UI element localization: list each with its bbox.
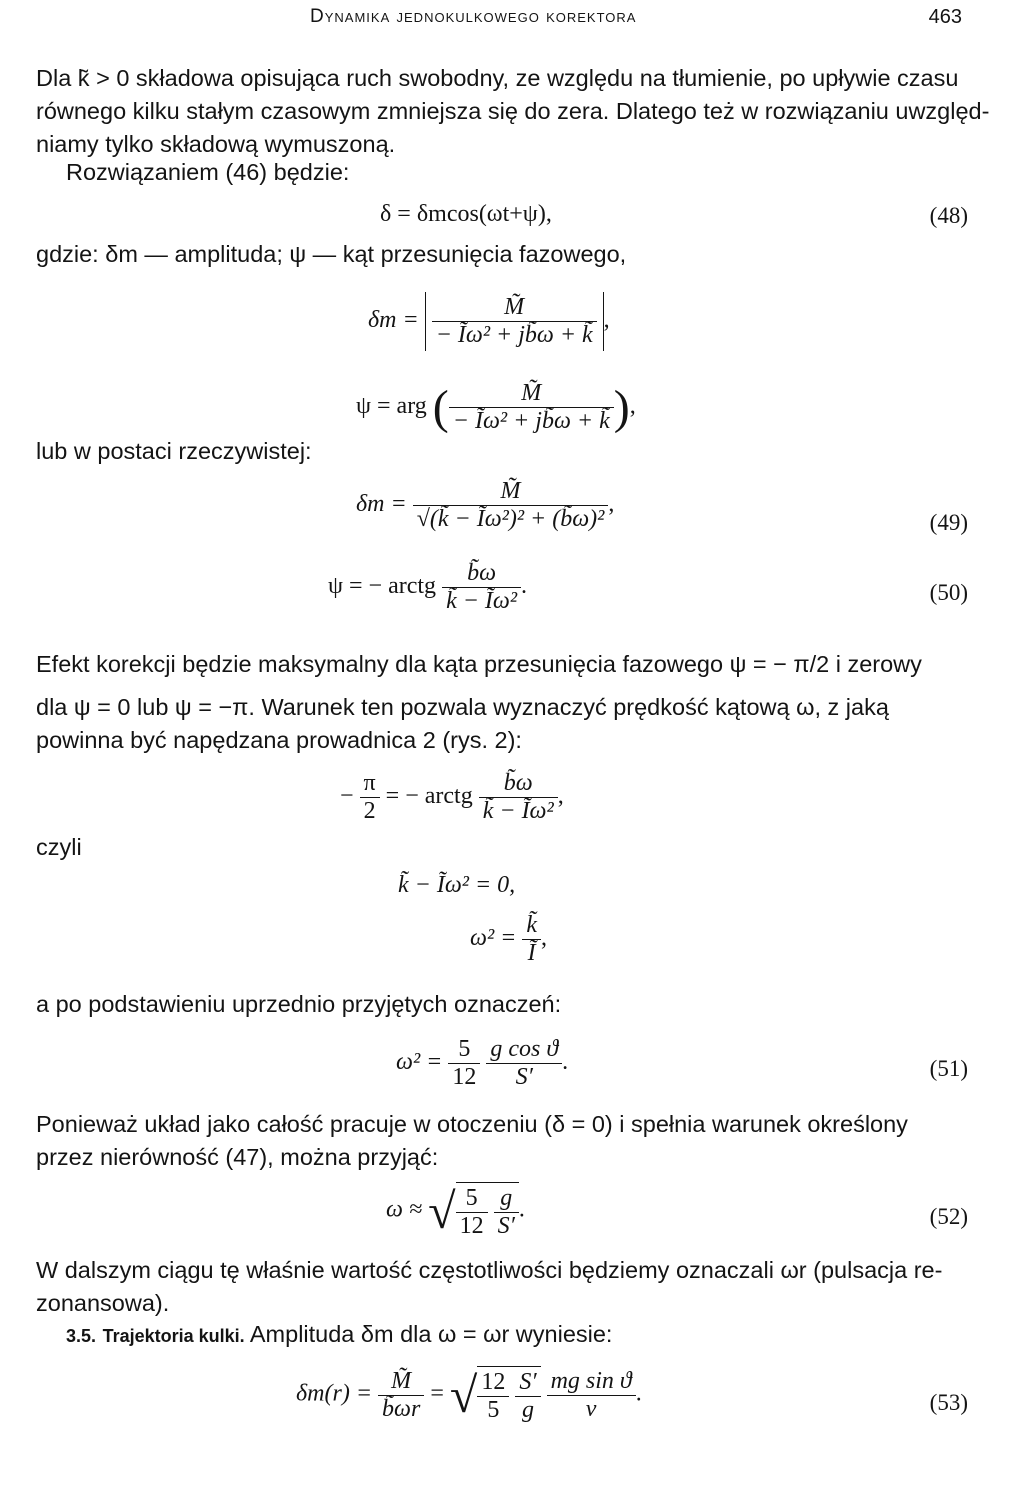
eq-tail: , [608, 491, 615, 518]
eq-tail: , [629, 393, 636, 420]
equation-48: δ = δmcos(ωt+ψ), [380, 201, 552, 227]
equation-number-50: (50) [929, 580, 968, 605]
denominator: − Ĩω² + jb̃ω + k̃ [432, 321, 597, 349]
equation-phase-condition [340, 770, 564, 825]
text-line: równego kilku stałym czasowym zmniejsza się do zera. Dlatego też w rozwiązaniu uwzględ- [36, 98, 990, 124]
page-number: 463 [928, 6, 962, 28]
left-paren: ( [432, 381, 449, 434]
running-title: Dynamika jednokulkowego korektora [310, 6, 637, 27]
fraction [494, 1185, 519, 1240]
equation-number-48: (48) [929, 203, 968, 228]
fraction [378, 1368, 424, 1423]
paragraph-free-motion [36, 62, 990, 161]
fraction [522, 912, 541, 967]
numerator: b̃ω [467, 560, 497, 586]
section-heading-line [66, 1318, 1016, 1353]
minus-sign: − [340, 783, 354, 810]
denominator: ν [547, 1395, 636, 1423]
running-header [0, 6, 1024, 34]
numerator: b̃ω [503, 770, 533, 796]
text-line: dla ψ = 0 lub ψ = −π. Warunek ten pozwala wyznaczyć prędkość kątową ω, z jaką [36, 694, 889, 720]
eq-tail: . [635, 1380, 642, 1407]
denominator: Ĩ [522, 939, 541, 967]
numerator: mg sin ϑ [550, 1367, 632, 1394]
text-line: zonansowa). [36, 1290, 170, 1316]
fraction [486, 1036, 562, 1091]
text-line: W dalszym ciągu tę właśnie wartość częstotliwości będziemy oznaczali ωr (pulsacja re- [36, 1257, 943, 1283]
eq-tail: , [603, 307, 610, 334]
right-paren: ) [613, 381, 630, 434]
denominator: S′ [486, 1063, 562, 1091]
eq-lhs: ψ = − arctg [328, 573, 437, 600]
denominator: b̃ωr [378, 1395, 424, 1423]
paragraph-resonant-pulsation [36, 1254, 986, 1320]
sqrt-sign: √ [449, 1367, 478, 1423]
real-form-label: lub w postaci rzeczywistej: [36, 438, 312, 464]
numerator: k̃ [526, 912, 537, 938]
paragraph-solution-intro: Rozwiązaniem (46) będzie: [66, 159, 350, 185]
denominator: 2 [360, 797, 380, 825]
eq-lhs: ω² = [396, 1049, 443, 1076]
text-line: Efekt korekcji będzie maksymalny dla kąta przesunięcia fazowego ψ = − π/2 i zerowy [36, 651, 922, 677]
fraction [360, 770, 380, 825]
equation-52 [386, 1182, 525, 1240]
numerator: g cos ϑ [490, 1036, 559, 1062]
section-title: Trajektoria kulki. [102, 1326, 245, 1346]
paragraph-approximation [36, 1108, 986, 1174]
equation-49 [356, 478, 614, 533]
equation-number-51: (51) [929, 1056, 968, 1081]
numerator: g [500, 1185, 513, 1211]
equation-number-49: (49) [929, 510, 968, 535]
numerator: M̃ [500, 478, 521, 504]
equation-50 [328, 560, 527, 615]
eq-lhs: ω ≈ [386, 1196, 423, 1223]
eq-lhs: δm = [368, 307, 419, 334]
denominator: k̃ − Ĩω² [442, 587, 521, 615]
numerator: 5 [458, 1036, 471, 1062]
text-line: Ponieważ układ jako całość pracuje w otoczeniu (δ = 0) i spełnia warunek określony [36, 1111, 908, 1137]
equation-omega-squared [470, 912, 547, 967]
fraction [477, 1369, 509, 1424]
denominator: k̃ − Ĩω² [479, 797, 558, 825]
sqrt-radicand [477, 1366, 540, 1424]
equation-51 [396, 1036, 568, 1091]
equation-resonance-zero: k̃ − Ĩω² = 0, [398, 872, 516, 898]
fraction [515, 1369, 540, 1424]
numerator: 12 [481, 1369, 506, 1395]
sqrt-sign: √ [428, 1183, 456, 1239]
section-text: Amplituda δm dla ω = ωr wyniesie: [249, 1321, 613, 1347]
eq-lhs: δm(r) = [296, 1380, 373, 1407]
equation-53 [296, 1366, 642, 1424]
denominator: 5 [477, 1396, 509, 1424]
fraction [448, 1036, 480, 1091]
paragraph-substitution: a po podstawieniu uprzednio przyjętych oznaczeń: [36, 991, 562, 1017]
eq-tail: , [557, 783, 564, 810]
eq-middle: = − arctg [385, 783, 473, 810]
sqrt-radicand [456, 1182, 519, 1240]
eq-tail: , [541, 925, 547, 952]
czyli-label: czyli [36, 834, 82, 860]
eq-lhs: ψ = arg [356, 393, 427, 420]
equation-number-52: (52) [929, 1204, 968, 1229]
gdzie-line: gdzie: δm — amplituda; ψ — kąt przesunięcia fazowego, [36, 241, 627, 267]
text-line: Dla k̃ > 0 składowa opisująca ruch swobodny, ze względu na tłumienie, po upływie czasu [36, 65, 959, 91]
equation-amplitude-abs [368, 292, 610, 351]
paragraph-correction-effect [36, 648, 986, 757]
numerator: M̃ [521, 380, 542, 406]
section-number: 3.5. [66, 1326, 97, 1346]
fraction [449, 380, 614, 435]
text-line: przez nierówność (47), można przyjąć: [36, 1144, 439, 1170]
fraction [442, 560, 521, 615]
fraction [547, 1368, 636, 1423]
denominator: − Ĩω² + jb̃ω + k̃ [449, 407, 614, 435]
numerator: M̃ [504, 294, 525, 320]
equation-phase-arg [356, 380, 636, 435]
denominator: S′ [494, 1212, 519, 1240]
fraction [456, 1185, 488, 1240]
denominator: √(k̃ − Ĩω²)² + (b̃ω)² [413, 505, 609, 533]
fraction [479, 770, 558, 825]
fraction [413, 478, 609, 533]
equals-sign: = [430, 1380, 444, 1407]
fraction [432, 294, 597, 349]
eq-tail: . [562, 1049, 569, 1076]
eq-tail: . [518, 1196, 525, 1223]
eq-lhs: ω² = [470, 925, 517, 952]
denominator: 12 [456, 1212, 488, 1240]
denominator: g [515, 1396, 540, 1424]
text-line: powinna być napędzana prowadnica 2 (rys. 2): [36, 727, 522, 753]
absolute-value-bars [425, 292, 604, 351]
numerator: π [363, 770, 376, 796]
eq-tail: . [521, 573, 528, 600]
numerator: M̃ [391, 1367, 412, 1394]
text-line: niamy tylko składową wymuszoną. [36, 131, 396, 157]
denominator: 12 [448, 1063, 480, 1091]
numerator: 5 [465, 1185, 478, 1211]
equation-number-53: (53) [929, 1390, 968, 1415]
numerator: S′ [519, 1369, 537, 1395]
eq-lhs: δm = [356, 491, 407, 518]
